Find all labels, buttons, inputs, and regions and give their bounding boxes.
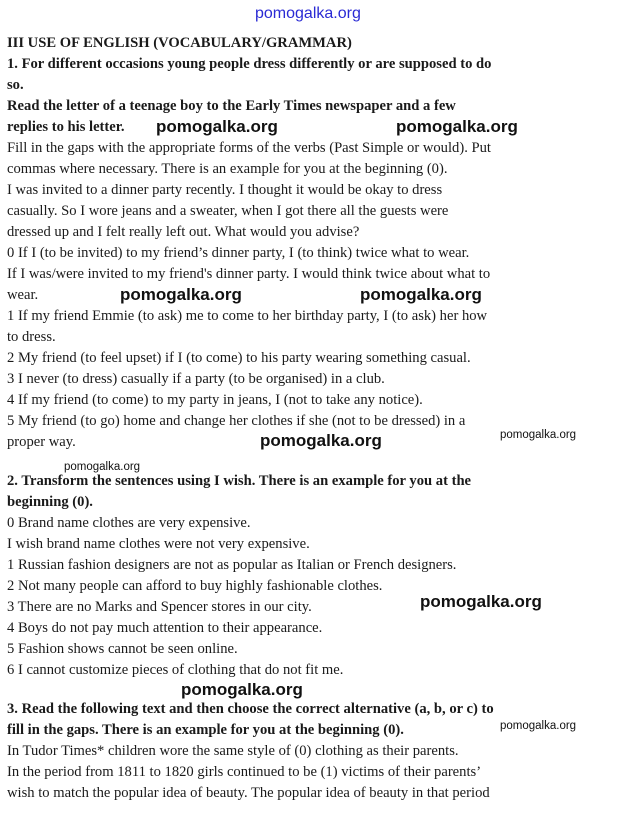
watermark: pomogalka.org	[120, 285, 242, 304]
task1-heading: so.	[7, 77, 24, 93]
task1-item: 4 If my friend (to come) to my party in jeans, I (not to take any notice).	[7, 392, 423, 408]
example-answer: wear.	[7, 287, 39, 303]
watermark: pomogalka.org	[500, 720, 577, 732]
task2-item: 5 Fashion shows cannot be seen online.	[7, 641, 238, 657]
task2-heading: beginning (0).	[7, 494, 93, 510]
example-question: 0 If I (to be invited) to my friend’s dinner party, I (to think) twice what to wear.	[7, 245, 470, 261]
task3-text: In the period from 1811 to 1820 girls continued to be (1) victims of their parents’	[7, 764, 482, 780]
task1-item: 2 My friend (to feel upset) if I (to come) to his party wearing something casual.	[7, 350, 471, 366]
watermark: pomogalka.org	[500, 429, 577, 441]
task2-item: 1 Russian fashion designers are not as popular as Italian or French designers.	[7, 557, 457, 573]
task3-heading: 3. Read the following text and then choose the correct alternative (a, b, or c) to	[7, 701, 494, 717]
section-title: III USE OF ENGLISH (VOCABULARY/GRAMMAR)	[7, 35, 352, 51]
task1-heading: 1. For different occasions young people dress differently or are supposed to do	[7, 56, 492, 72]
task1-instructions: commas where necessary. There is an example for you at the beginning (0).	[7, 161, 448, 177]
watermark: pomogalka.org	[420, 592, 542, 611]
task1-item: 3 I never (to dress) casually if a party (to be organised) in a club.	[7, 371, 385, 387]
task1-subheading-text: replies to his letter.	[7, 119, 125, 135]
watermark: pomogalka.org	[181, 680, 303, 699]
task2-item: 3 There are no Marks and Spencer stores in our city.	[7, 599, 312, 615]
task1-item: 5 My friend (to go) home and change her clothes if she (not to be dressed) in a	[7, 413, 466, 429]
letter-text: I was invited to a dinner party recently. I thought it would be okay to dress	[7, 182, 443, 198]
letter-text: casually. So I wore jeans and a sweater, when I got there all the guests were	[7, 203, 449, 219]
task2-item: 6 I cannot customize pieces of clothing that do not fit me.	[7, 662, 344, 678]
task1-subheading: Read the letter of a teenage boy to the Early Times newspaper and a few	[7, 98, 456, 114]
task1-instructions: Fill in the gaps with the appropriate forms of the verbs (Past Simple or would). Put	[7, 140, 491, 156]
example-answer: If I was/were invited to my friend's dinner party. I would think twice about what to	[7, 266, 491, 282]
watermark: pomogalka.org	[64, 461, 141, 473]
task1-item: to dress.	[7, 329, 56, 345]
task2-heading: 2. Transform the sentences using I wish. There is an example for you at the	[7, 473, 472, 489]
letter-text: dressed up and I felt really left out. What would you advise?	[7, 224, 360, 240]
task2-example: 0 Brand name clothes are very expensive.	[7, 515, 251, 531]
watermark: pomogalka.org	[260, 431, 382, 450]
task3-text: wish to match the popular idea of beauty. The popular idea of beauty in that period	[7, 785, 490, 801]
task2-item: 2 Not many people can afford to buy highly fashionable clothes.	[7, 578, 383, 594]
task1-item: proper way.	[7, 434, 76, 450]
task2-item: 4 Boys do not pay much attention to their appearance.	[7, 620, 323, 636]
watermark: pomogalka.org	[360, 285, 482, 304]
task1-item: 1 If my friend Emmie (to ask) me to come to her birthday party, I (to ask) her how	[7, 308, 488, 324]
watermark: pomogalka.org	[156, 117, 278, 136]
task1-subheading	[7, 117, 125, 138]
task3-heading: fill in the gaps. There is an example for you at the beginning (0).	[7, 722, 404, 738]
header-watermark[interactable]: pomogalka.org	[255, 5, 361, 22]
task2-example-answer: I wish brand name clothes were not very expensive.	[7, 536, 310, 552]
watermark: pomogalka.org	[396, 117, 518, 136]
task3-text: In Tudor Times* children wore the same style of (0) clothing as their parents.	[7, 743, 459, 759]
